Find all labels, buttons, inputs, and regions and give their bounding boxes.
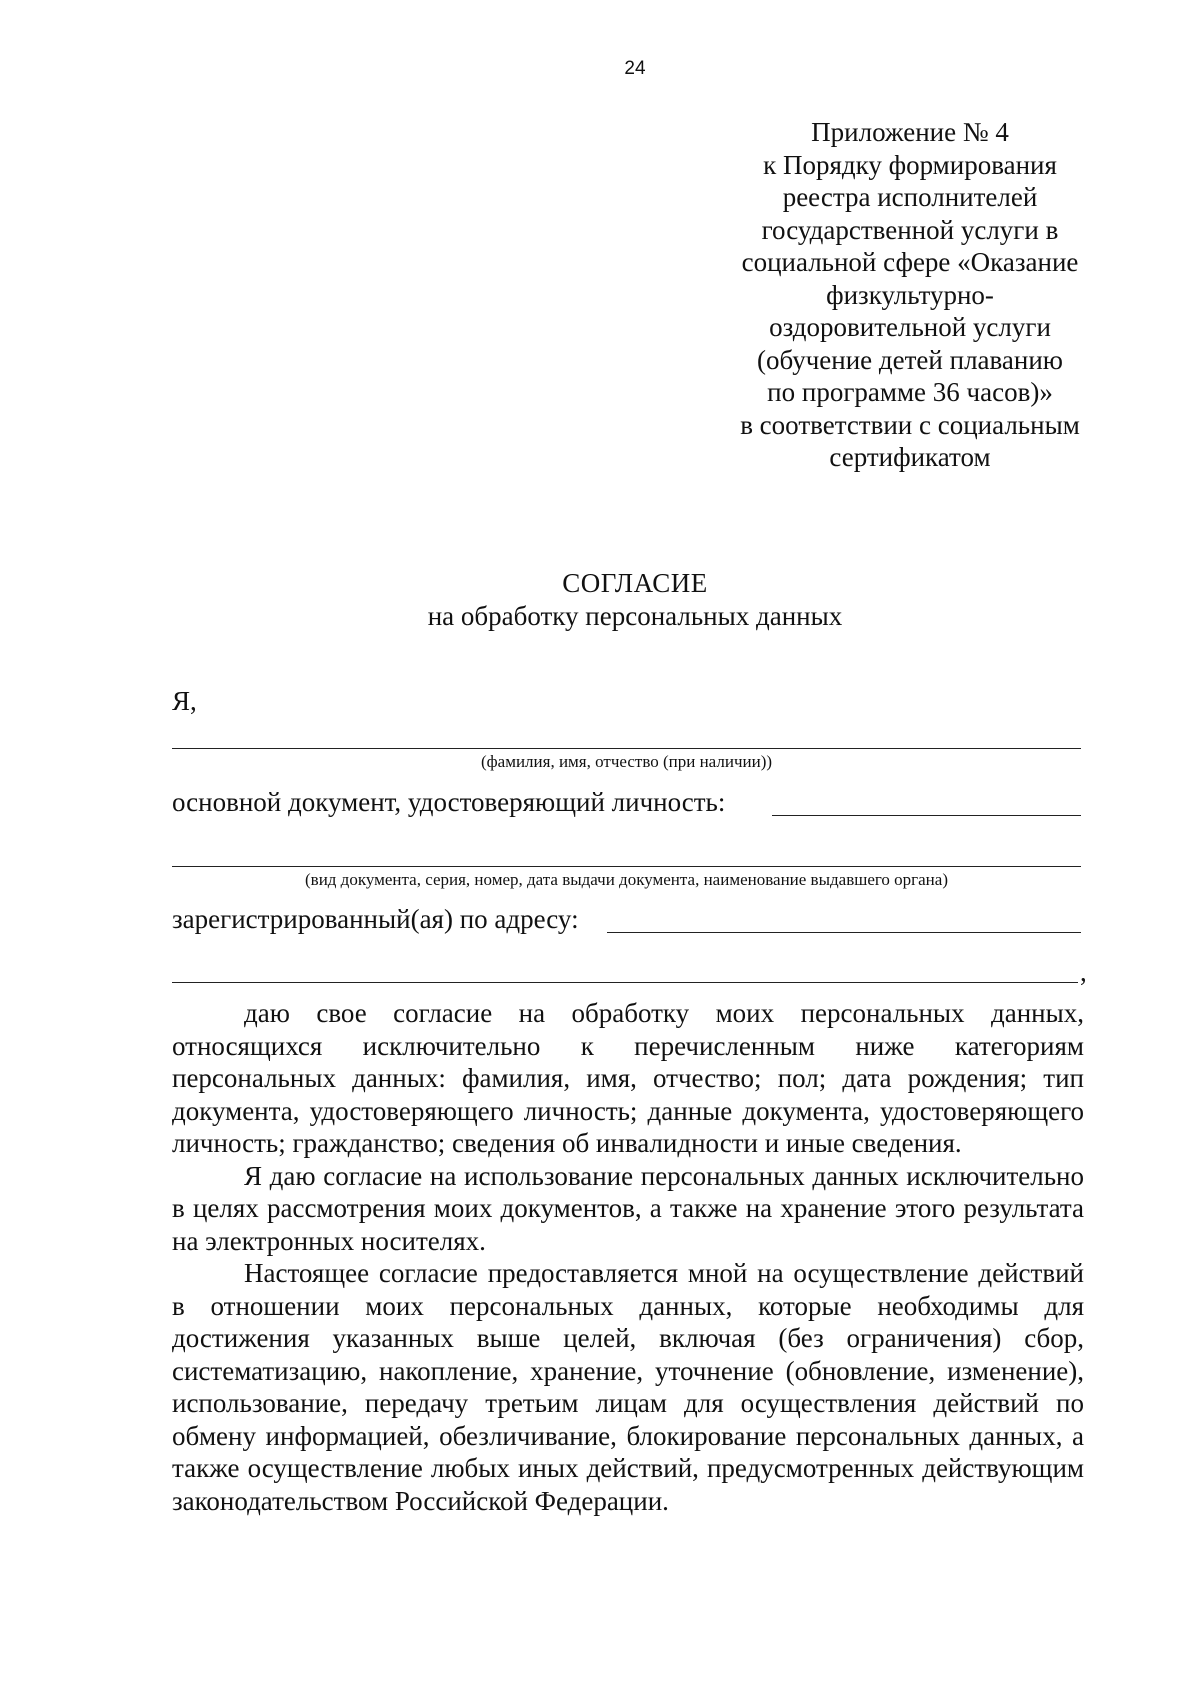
appendix-line: государственной услуги в xyxy=(761,214,1059,245)
document-title: СОГЛАСИЕ xyxy=(562,568,708,598)
doc-caption: (вид документа, серия, номер, дата выдачи документа, наименование выдавшего органа) xyxy=(305,870,948,889)
fio-field-line[interactable] xyxy=(172,748,1081,749)
doc-details-line[interactable] xyxy=(172,866,1081,867)
consent-paragraph: даю свое согласие на обработку моих персональных данных, относящихся исключительно к перечисленным ниже категориям персональных данных: фамилия, имя, отчество; пол; дата рождения; тип документа, удостоверяющего личность; данные документа, удостоверяющего личность; гражданство; сведения об инвалидности и иные сведения. xyxy=(172,998,1084,1158)
consent-body xyxy=(172,997,1084,1517)
address-continuation-line[interactable] xyxy=(172,982,1078,983)
appendix-line: в соответствии с социальным xyxy=(740,409,1080,440)
appendix-line: (обучение детей плаванию xyxy=(757,344,1063,375)
fio-caption: (фамилия, имя, отчество (при наличии)) xyxy=(480,752,773,771)
appendix-header xyxy=(690,116,1130,474)
appendix-line: реестра исполнителей xyxy=(782,182,1038,212)
doc-label: основной документ, удостоверяющий личность: xyxy=(172,787,726,817)
address-comma: , xyxy=(1080,957,1087,987)
appendix-line: Приложение № 4 xyxy=(811,117,1009,147)
appendix-line: сертификатом xyxy=(829,442,991,472)
appendix-line: по программе 36 часов)» xyxy=(767,377,1053,407)
appendix-line: к Порядку формирования xyxy=(763,149,1057,180)
address-label: зарегистрированный(ая) по адресу: xyxy=(172,904,579,934)
document-subtitle: на обработку персональных данных xyxy=(427,601,843,631)
i-label: Я, xyxy=(172,686,197,716)
appendix-line: физкультурно- xyxy=(826,279,994,310)
consent-paragraph: Я даю согласие на использование персональных данных исключительно в целях рассмотрения моих документов, а также на хранение этого результата на электронных носителях. xyxy=(172,1160,1084,1256)
consent-paragraph: Настоящее согласие предоставляется мной на осуществление действий в отношении моих персональных данных, которые необходимы для достижения указанных выше целей, включая (без ограничения) сбор, систематизацию, накопление, хранение, уточнение (обновление, изменение), использование, передачу третьим лицам для осуществления действий по обмену информацией, обезличивание, блокирование персональных данных, а также осуществление любых иных действий, предусмотренных действующим законодательством Российской Федерации. xyxy=(172,1258,1084,1516)
address-field-line[interactable] xyxy=(607,932,1081,933)
appendix-line: оздоровительной услуги xyxy=(769,312,1051,342)
doc-field-line[interactable] xyxy=(772,815,1081,816)
page-number: 24 xyxy=(624,58,646,79)
appendix-line: социальной сфере «Оказание xyxy=(741,247,1079,277)
